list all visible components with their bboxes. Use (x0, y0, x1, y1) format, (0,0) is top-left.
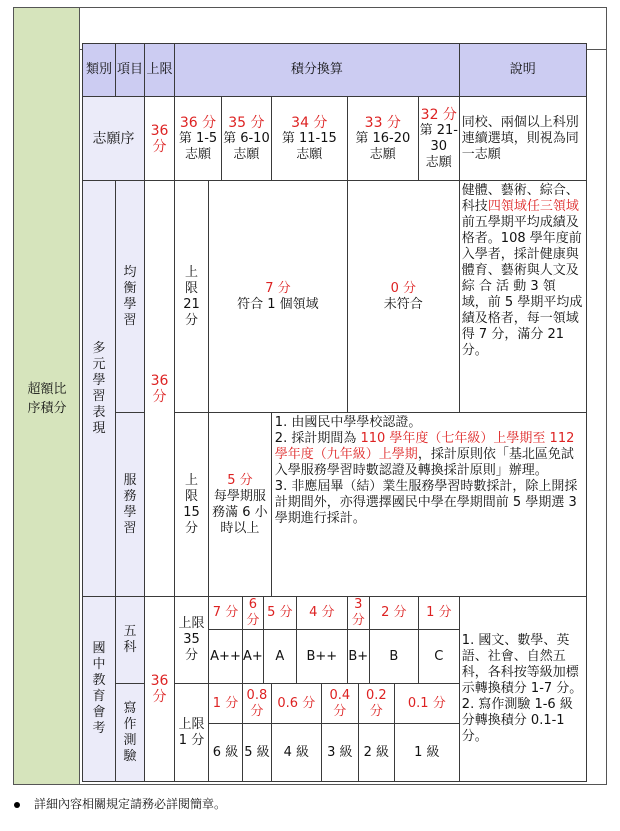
header-row (83, 44, 587, 97)
item-char: 服 (123, 472, 137, 488)
multi-category (83, 181, 116, 597)
five-point: 3 分 (347, 597, 369, 630)
note-text: 健體、藝術、綜合、科技 (461, 183, 579, 214)
tier-range: 第 21-30 (419, 122, 458, 154)
category-char: 表 (92, 404, 106, 420)
category-char: 現 (92, 420, 106, 436)
five-grade: A+ (243, 630, 264, 684)
tier-suffix: 志願 (184, 146, 211, 162)
note-text: 2. 採計期間為 (274, 431, 361, 446)
tier-points: 33 分 (364, 114, 401, 131)
cap-text: 35 分 (183, 632, 200, 663)
cap-text: 上 (184, 472, 198, 488)
tier-points: 36 分 (179, 114, 217, 131)
balanced-yes (209, 181, 348, 413)
item-char: 均 (123, 264, 137, 280)
writing-point: 0.4 分 (321, 684, 358, 724)
cap-text: 分 (152, 388, 167, 405)
cap-text: 限 (184, 488, 198, 504)
service-note (271, 413, 586, 597)
volunteer-note: 同校、兩個以上科別連續選填，則視為同一志願 (459, 97, 586, 181)
five-grade: A++ (209, 630, 243, 684)
five-point: 2 分 (369, 597, 418, 630)
tier-points: 35 分 (228, 114, 265, 131)
note-highlight: 四領域任三領域 (487, 199, 579, 214)
writing-point: 0.6 分 (271, 684, 321, 724)
tier-points: 34 分 (291, 114, 328, 131)
writing-point: 0.2 分 (358, 684, 394, 724)
balanced-label (116, 181, 145, 413)
cap-text: 21 (183, 296, 200, 312)
header-cat: 類別 (83, 44, 116, 97)
item-char: 學 (123, 296, 137, 312)
cap-text: 上限 (178, 716, 205, 732)
five-point: 7 分 (209, 597, 243, 630)
tier-range: 第 6-10 (223, 130, 270, 146)
category-char: 育 (92, 689, 106, 704)
exam-category (83, 597, 116, 782)
item-char: 寫 (123, 700, 137, 716)
tier-points: 32 分 (420, 106, 457, 123)
volunteer-tier (418, 97, 459, 181)
item-char: 測 (123, 732, 137, 748)
writing-point: 0.8 分 (243, 684, 272, 724)
note-text: 1. 由國民中學學校認證。 (274, 415, 422, 430)
tier-range: 第 1-5 (178, 130, 218, 146)
condition-text: 每學期服務滿 6 小時以上 (212, 488, 268, 536)
item-char: 作 (123, 716, 137, 732)
five-grade: A (263, 630, 296, 684)
item-char: 務 (123, 488, 137, 504)
category-char: 學 (92, 372, 106, 388)
tier-range: 第 16-20 (355, 130, 411, 146)
volunteer-tier (175, 97, 222, 181)
volunteer-tier (222, 97, 272, 181)
header-calc: 積分換算 (175, 44, 460, 97)
header-desc: 說明 (459, 44, 586, 97)
side-label (14, 380, 80, 418)
writing-point: 1 分 (209, 684, 243, 724)
points-text: 7 分 (265, 280, 291, 296)
writing-level: 3 級 (321, 724, 358, 782)
category-char: 元 (92, 356, 106, 372)
tier-suffix: 志願 (369, 146, 396, 162)
cap-text: 分 (152, 689, 167, 705)
footer-text: 詳細內容相關規定請務必詳閱簡章。 (34, 797, 227, 811)
category-char: 會 (92, 705, 106, 720)
cap-text: 1 分 (178, 732, 205, 748)
tier-range: 第 11-15 (281, 130, 337, 146)
multi-cap (145, 181, 175, 597)
exam-note (459, 597, 586, 782)
item-char: 科 (123, 640, 137, 655)
item-char: 衡 (123, 280, 137, 296)
side-column (14, 8, 80, 784)
cap-text: 分 (184, 520, 198, 536)
five-point: 5 分 (263, 597, 296, 630)
tier-suffix: 志願 (296, 146, 323, 162)
category-char: 國 (92, 641, 106, 656)
cap-text: 36 (150, 673, 169, 689)
note-text: 3. 非應屆畢（結）業生服務學習時數採計，除上開採計期間外，亦得選擇國民中學在學期間前 5 學期選 3 學期進行採計。 (274, 479, 578, 526)
category-char: 中 (92, 657, 106, 672)
cap-text: 36 (150, 372, 169, 389)
exam-cap (145, 597, 175, 782)
tier-suffix: 志願 (425, 154, 452, 170)
cap-text: 上限 (178, 616, 205, 631)
five-point: 6 分 (243, 597, 264, 630)
five-point: 4 分 (296, 597, 347, 630)
header-item: 項目 (116, 44, 145, 97)
writing-label (116, 684, 145, 782)
item-char: 學 (123, 504, 137, 520)
item-char: 驗 (123, 748, 137, 764)
item-char: 習 (123, 520, 137, 536)
cap-text: 分 (184, 312, 198, 328)
side-label-line: 超額比 (27, 382, 67, 397)
five-grade: B++ (296, 630, 347, 684)
cap-text: 限 (184, 280, 198, 296)
five-grade: B (369, 630, 418, 684)
note-text: 2. 寫作測驗 1-6 級分轉換積分 0.1-1 分。 (461, 697, 573, 744)
volunteer-tier (271, 97, 347, 181)
item-char: 習 (123, 312, 137, 328)
volunteer-tier (347, 97, 418, 181)
volunteer-label: 志願序 (83, 97, 145, 181)
five-grade: B+ (347, 630, 369, 684)
writing-level: 6 級 (209, 724, 243, 782)
cap-text: 分 (152, 138, 167, 155)
points-text: 0 分 (390, 280, 416, 296)
cap-text: 36 (150, 122, 169, 139)
five-label (116, 597, 145, 684)
tier-suffix: 志願 (233, 146, 260, 162)
service-label (116, 413, 145, 597)
note-highlight: 110 學年度（七年級）上學期至 112 學年度（九年級）上學期 (274, 431, 575, 462)
five-point: 1 分 (418, 597, 459, 630)
side-label-line: 序積分 (27, 401, 67, 416)
writing-level: 5 級 (243, 724, 272, 782)
balanced-no (347, 181, 459, 413)
note-text: 1. 國文、數學、英語、社會、自然五科，各科按等級加標示轉換積分 1-7 分。 (461, 633, 583, 696)
five-cap (175, 597, 209, 684)
footer-note (14, 795, 226, 812)
note-text: ，採計原則依「基北區免試入學服務學習時數認證及轉換採計原則」辦理。 (274, 447, 574, 478)
item-char: 五 (123, 624, 137, 639)
condition-text: 未符合 (383, 296, 423, 312)
writing-cap (175, 684, 209, 782)
cap-text: 上 (184, 264, 198, 280)
five-points-row (83, 597, 587, 630)
note-text: 前五學期平均成績及格者。108 學年度前入學者，採計健康與體育、藝術與人文及綜 合 活 動 3 領 域，前 5 學期平均成績及格者，每一領域得 7 分，滿分 21 分。 (461, 215, 583, 358)
writing-level: 4 級 (271, 724, 321, 782)
writing-level: 1 級 (394, 724, 459, 782)
header-cap: 上限 (145, 44, 175, 97)
balanced-cap (175, 181, 209, 413)
points-text: 5 分 (227, 472, 253, 488)
five-grade: C (418, 630, 459, 684)
volunteer-row (83, 97, 587, 181)
writing-level: 2 級 (358, 724, 394, 782)
category-char: 考 (92, 721, 106, 736)
cap-text: 15 (183, 504, 200, 520)
service-points (209, 413, 272, 597)
category-char: 習 (92, 388, 106, 404)
balanced-note (459, 181, 586, 413)
condition-text: 符合 1 個領域 (237, 296, 319, 312)
balanced-row (83, 181, 587, 413)
writing-point: 0.1 分 (394, 684, 459, 724)
service-cap (175, 413, 209, 597)
category-char: 多 (92, 340, 106, 356)
volunteer-cap (145, 97, 175, 181)
bullet-icon (14, 802, 20, 808)
score-table (82, 43, 587, 782)
category-char: 教 (92, 673, 106, 688)
